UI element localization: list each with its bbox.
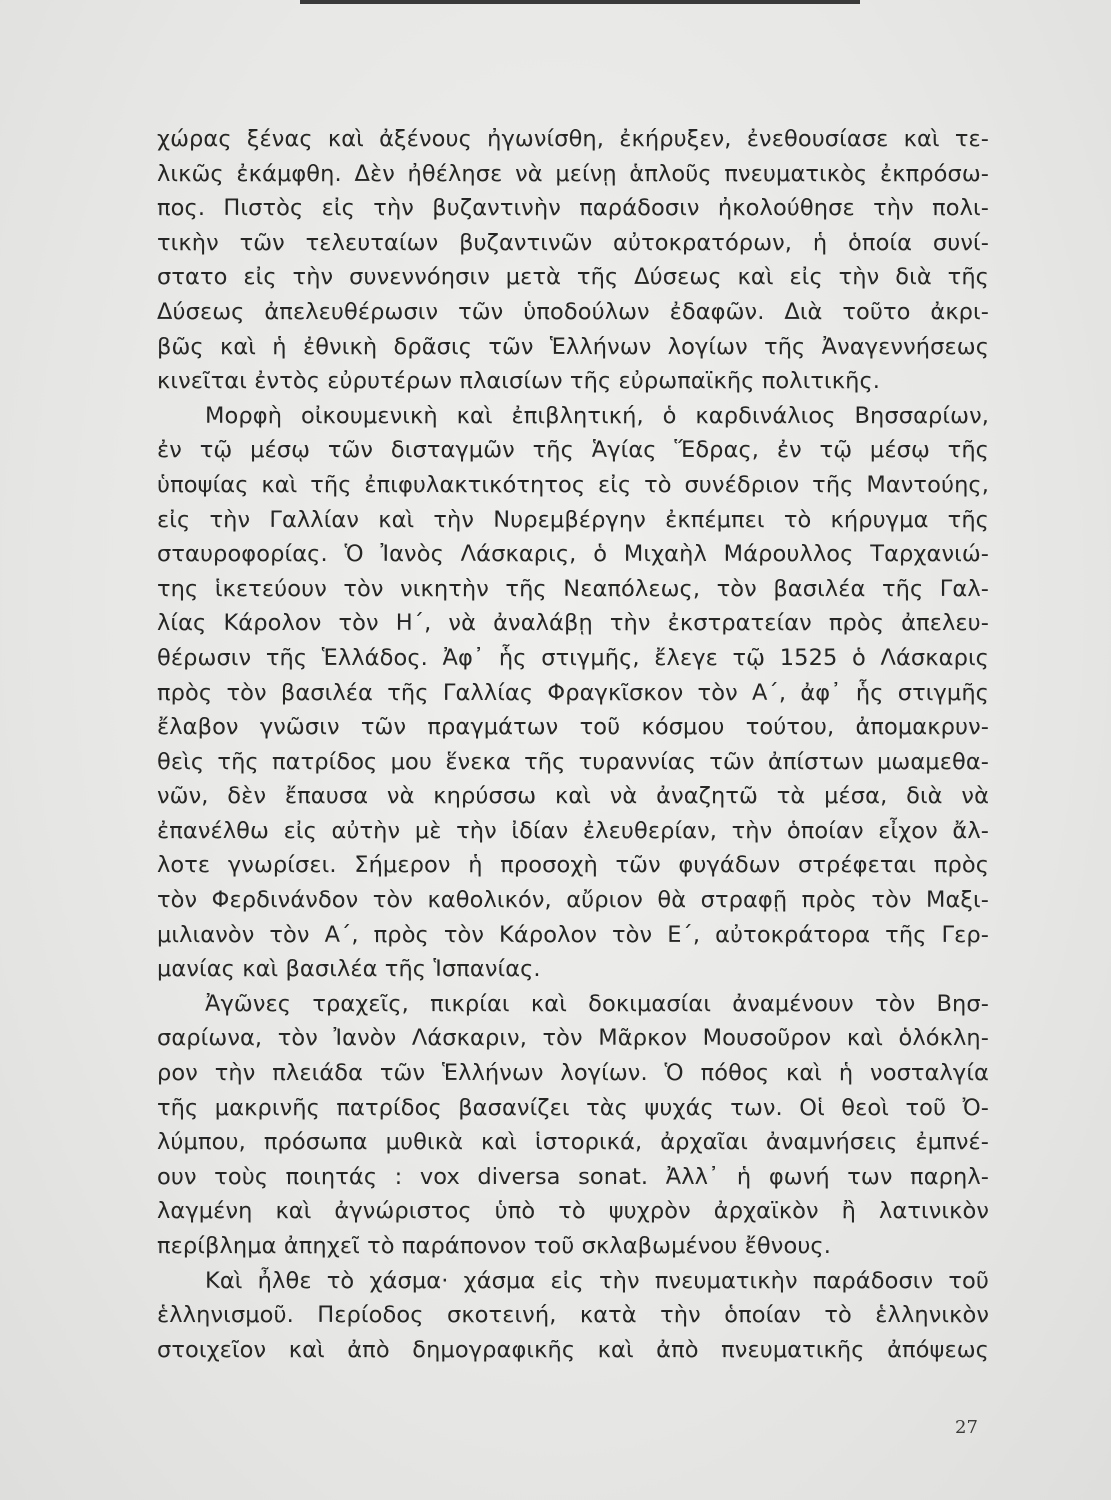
paragraph <box>157 122 989 399</box>
text-line: περίβλημα ἀπηχεῖ τὸ παράπονον τοῦ σκλαβωμένου ἔθνους. <box>157 1233 831 1259</box>
text-line: θέρωσιν τῆς Ἑλλάδος. Ἀφ᾽ ἧς στιγμῆς, ἔλεγε τῷ 1525 ὁ Λάσκαρις <box>157 644 989 671</box>
text-line: Ἀγῶνες τραχεῖς, πικρίαι καὶ δοκιμασίαι ἀναμένουν τὸν Βησ- <box>205 990 989 1017</box>
text-line: στοιχεῖον καὶ ἀπὸ δημογραφικῆς καὶ ἀπὸ πνευματικῆς ἀπόψεως <box>157 1336 989 1363</box>
text-line: Μορφὴ οἰκουμενικὴ καὶ ἐπιβλητική, ὁ καρδινάλιος Βησσαρίων, <box>205 402 989 429</box>
text-line: μανίας καὶ βασιλέα τῆς Ἱσπανίας. <box>157 956 541 983</box>
page-number: 27 <box>955 1417 978 1438</box>
text-line: ἐπανέλθω εἰς αὐτὴν μὲ τὴν ἰδίαν ἐλευθερίαν, τὴν ὁποίαν εἶχον ἄλ- <box>157 817 989 844</box>
text-line: λικῶς ἐκάμφθη. Δὲν ἠθέλησε νὰ μείνῃ ἁπλοῦς πνευματικὸς ἐκπρόσω- <box>157 160 989 187</box>
text-line: λίας Κάρολον τὸν Η΄, νὰ ἀναλάβῃ τὴν ἐκστρατείαν πρὸς ἀπελευ- <box>157 610 989 637</box>
text-line: σαρίωνα, τὸν Ἰανὸν Λάσκαριν, τὸν Μᾶρκον Μουσοῦρον καὶ ὁλόκλη- <box>157 1025 989 1052</box>
text-line: τικὴν τῶν τελευταίων βυζαντινῶν αὐτοκρατόρων, ἡ ὁποία συνί- <box>157 229 989 256</box>
text-line: χώρας ξένας καὶ ἀξένους ἠγωνίσθη, ἐκήρυξεν, ἐνεθουσίασε καὶ τε- <box>157 126 989 152</box>
text-line: ὑποψίας καὶ τῆς ἐπιφυλακτικότητος εἰς τὸ συνέδριον τῆς Μαντούης, <box>157 471 989 498</box>
text-line: κινεῖται ἐντὸς εὐρυτέρων πλαισίων τῆς εὐρωπαϊκῆς πολιτικῆς. <box>157 368 881 395</box>
text-line: εἰς τὴν Γαλλίαν καὶ τὴν Νυρεμβέργην ἐκπέμπει τὸ κήρυγμα τῆς <box>157 506 989 533</box>
text-line: σταυροφορίας. Ὁ Ἰανὸς Λάσκαρις, ὁ Μιχαὴλ Μάρουλλος Ταρχανιώ- <box>157 541 989 568</box>
text-line: πος. Πιστὸς εἰς τὴν βυζαντινὴν παράδοσιν ἠκολούθησε τὴν πολι- <box>157 195 989 222</box>
text-line: ρον τὴν πλειάδα τῶν Ἑλλήνων λογίων. Ὁ πόθος καὶ ἡ νοσταλγία <box>157 1060 989 1087</box>
text-line: μιλιανὸν τὸν Α΄, πρὸς τὸν Κάρολον τὸν Ε΄, αὐτοκράτορα τῆς Γερ- <box>157 921 989 948</box>
text-line: Δύσεως ἀπελευθέρωσιν τῶν ὑποδούλων ἐδαφῶν. Διὰ τοῦτο ἀκρι- <box>157 298 989 325</box>
text-line: Καὶ ἦλθε τὸ χάσμα· χάσμα εἰς τὴν πνευματικὴν παράδοσιν τοῦ <box>205 1267 989 1294</box>
page-top-edge-shadow <box>300 0 860 4</box>
text-line: τῆς μακρινῆς πατρίδος βασανίζει τὰς ψυχάς των. Οἱ θεοὶ τοῦ Ὀ- <box>157 1094 989 1121</box>
text-line: λοτε γνωρίσει. Σήμερον ἡ προσοχὴ τῶν φυγάδων στρέφεται πρὸς <box>157 852 989 879</box>
text-line: βῶς καὶ ἡ ἐθνικὴ δρᾶσις τῶν Ἑλλήνων λογίων τῆς Ἀναγεννήσεως <box>157 333 989 360</box>
text-line: νῶν, δὲν ἔπαυσα νὰ κηρύσσω καὶ νὰ ἀναζητῶ τὰ μέσα, διὰ νὰ <box>157 783 989 810</box>
text-line: της ἱκετεύουν τὸν νικητὴν τῆς Νεαπόλεως, τὸν βασιλέα τῆς Γαλ- <box>157 575 989 602</box>
text-line: θεὶς τῆς πατρίδος μου ἕνεκα τῆς τυραννίας τῶν ἀπίστων μωαμεθα- <box>157 748 989 775</box>
paragraph <box>157 1264 989 1368</box>
text-line: λύμπου, πρόσωπα μυθικὰ καὶ ἱστορικά, ἀρχαῖαι ἀναμνήσεις ἐμπνέ- <box>157 1129 989 1156</box>
text-line: ἐν τῷ μέσῳ τῶν δισταγμῶν τῆς Ἁγίας Ἕδρας, ἐν τῷ μέσῳ τῆς <box>157 437 989 464</box>
paragraph <box>157 987 989 1264</box>
text-line: πρὸς τὸν βασιλέα τῆς Γαλλίας Φραγκῖσκον τὸν Α΄, ἀφ᾽ ἧς στιγμῆς <box>157 679 989 706</box>
text-line: ουν τοὺς ποιητάς : vox diversa sonat. Ἀλλ᾽ ἡ φωνή των παρηλ- <box>157 1163 989 1190</box>
text-line: τὸν Φερδινάνδον τὸν καθολικόν, αὔριον θὰ στραφῇ πρὸς τὸν Μαξι- <box>157 887 989 914</box>
text-line: ἔλαβον γνῶσιν τῶν πραγμάτων τοῦ κόσμου τούτου, ἀπομακρυν- <box>157 714 989 741</box>
body-text <box>157 122 989 1367</box>
text-line: στατο εἰς τὴν συνεννόησιν μετὰ τῆς Δύσεως καὶ εἰς τὴν διὰ τῆς <box>157 264 989 291</box>
paragraph <box>157 399 989 987</box>
text-line: ἑλληνισμοῦ. Περίοδος σκοτεινή, κατὰ τὴν ὁποίαν τὸ ἑλληνικὸν <box>157 1302 989 1329</box>
text-line: λαγμένη καὶ ἀγνώριστος ὑπὸ τὸ ψυχρὸν ἀρχαϊκὸν ἢ λατινικὸν <box>157 1198 989 1225</box>
